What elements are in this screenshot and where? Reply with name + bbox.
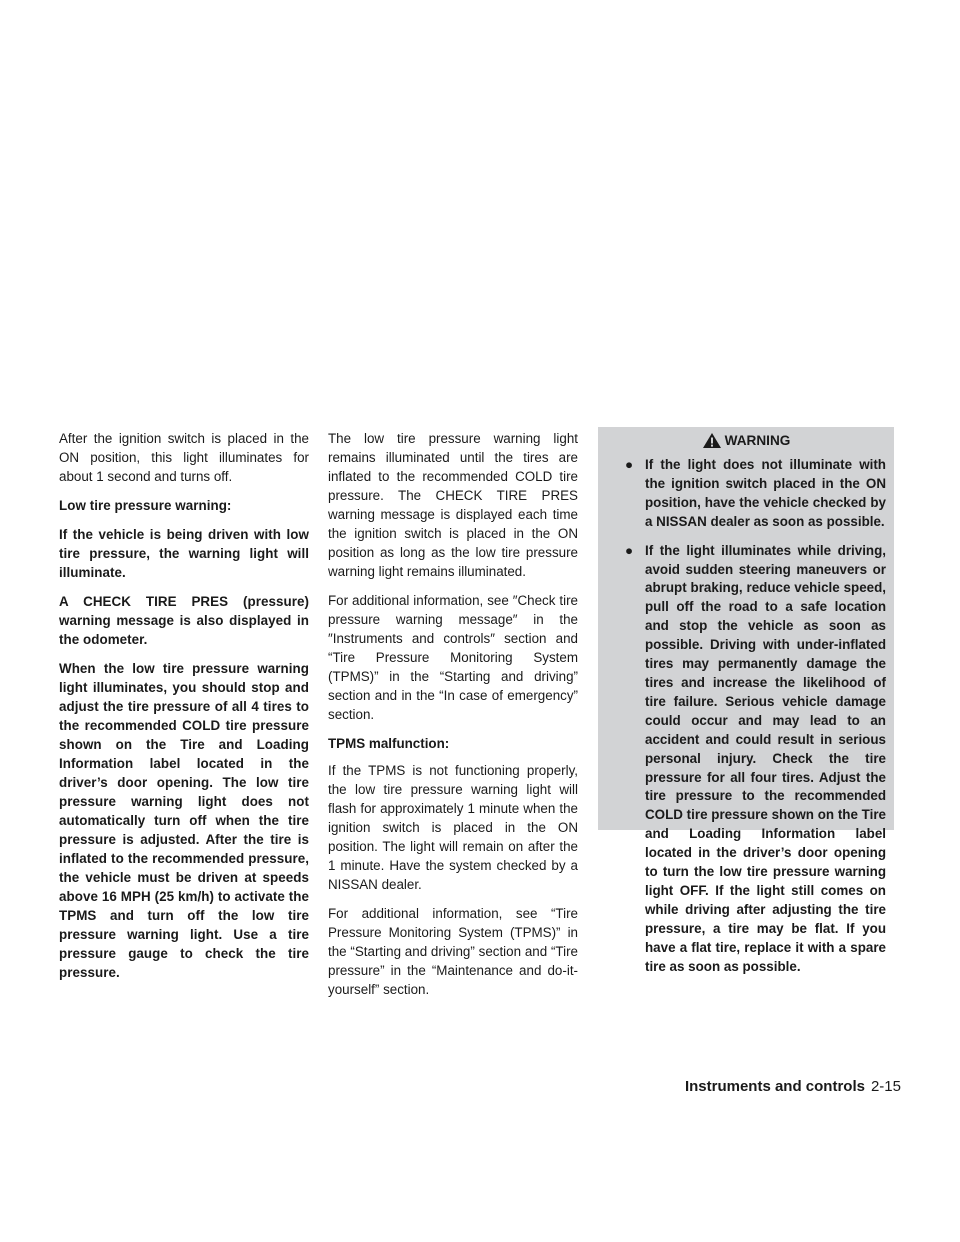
paragraph-check-tire-pres-message: A CHECK TIRE PRES (pressure) warning message is also displayed in the odometer. (59, 594, 309, 647)
bullet-icon: ● (625, 457, 634, 472)
bullet-icon: ● (625, 542, 634, 558)
heading-low-tire-pressure: Low tire pressure warning: (59, 498, 232, 513)
footer-section-title: Instruments and controls (684, 1078, 865, 1095)
paragraph-driven-low-pressure: If the vehicle is being driven with low tire pressure, the warning light will illuminate. (59, 527, 309, 580)
warning-box (598, 427, 894, 974)
warning-item-text: If the light does not illuminate with the ignition switch placed in the ON position, have the vehicle checked by a NISSAN dealer as soon as possible. (645, 457, 886, 529)
heading-tpms-malfunction: TPMS malfunction: (328, 736, 450, 751)
text-column-middle (328, 429, 578, 1009)
text-column-left (59, 429, 309, 992)
warning-header (598, 427, 894, 454)
warning-triangle-icon (702, 432, 722, 449)
paragraph-additional-info-1: For additional information, see ″Check tire pressure warning message″ in the ″Instruments and controls″ section and “Tire Pressure Monitoring System (TPMS)” in the “Starting and driving” section and in the “In case of emergency” section. (328, 593, 578, 722)
page-footer (685, 1078, 901, 1095)
warning-item-text: If the light illuminates while driving, avoid sudden steering maneuvers or abrupt braking, reduce vehicle speed, pull off the road to a safe location and stop the vehicle as soon as possible. Driving with under-inflated tires may permanently damage the tires and increase the likelihood of tire failure. Serious vehicle damage could occur and may lead to an accident and could result in serious personal injury. Check the tire pressure for all four tires. Adjust the tire pressure to the recommended COLD tire pressure shown on the Tire and Loading Information label located in the driver’s door opening to turn the low tire pressure warning light OFF. If the light still comes on while driving after adjusting the tire pressure, a tire may be flat. If you have a flat tire, replace it with a spare tire as soon as possible. (645, 542, 886, 974)
warning-item (598, 456, 894, 532)
paragraph-adjust-pressure: When the low tire pressure warning light illuminates, you should stop and adjust the tire pressure of all 4 tires to the recommended COLD tire pressure shown on the Tire and Loading Information label located in the driver’s door opening. The low tire pressure warning light does not automatically turn off when the tire pressure is adjusted. After the tire is inflated to the recommended pressure, the vehicle must be driven at speeds above 16 MPH (25 km/h) to activate the TPMS and turn off the low tire pressure warning light. Use a tire pressure gauge to check the tire pressure. (59, 661, 309, 980)
footer-page-number: 2-15 (870, 1078, 901, 1095)
warning-item (598, 542, 894, 977)
paragraph-light-remains: The low tire pressure warning light remains illuminated until the tires are inflated to the recommended COLD tire pressure. The CHECK TIRE PRES warning message is displayed each time the ignition switch is placed in the ON position as long as the low tire pressure warning light remains illuminated. (328, 431, 578, 579)
paragraph-tpms-malfunction: If the TPMS is not functioning properly, the low tire pressure warning light will flash for approximately 1 minute when the ignition switch is placed in the ON position. The light will remain on after the 1 minute. Have the system checked by a NISSAN dealer. (328, 763, 578, 892)
warning-list (598, 456, 894, 986)
warning-title: WARNING (724, 433, 791, 448)
paragraph-additional-info-2: For additional information, see “Tire Pressure Monitoring System (TPMS)” in the “Starting and driving” section and “Tire pressure” in the “Maintenance and do-it-yourself” section. (328, 906, 578, 997)
paragraph-ignition-light: After the ignition switch is placed in the ON position, this light illuminates for about 1 second and turns off. (59, 431, 309, 484)
